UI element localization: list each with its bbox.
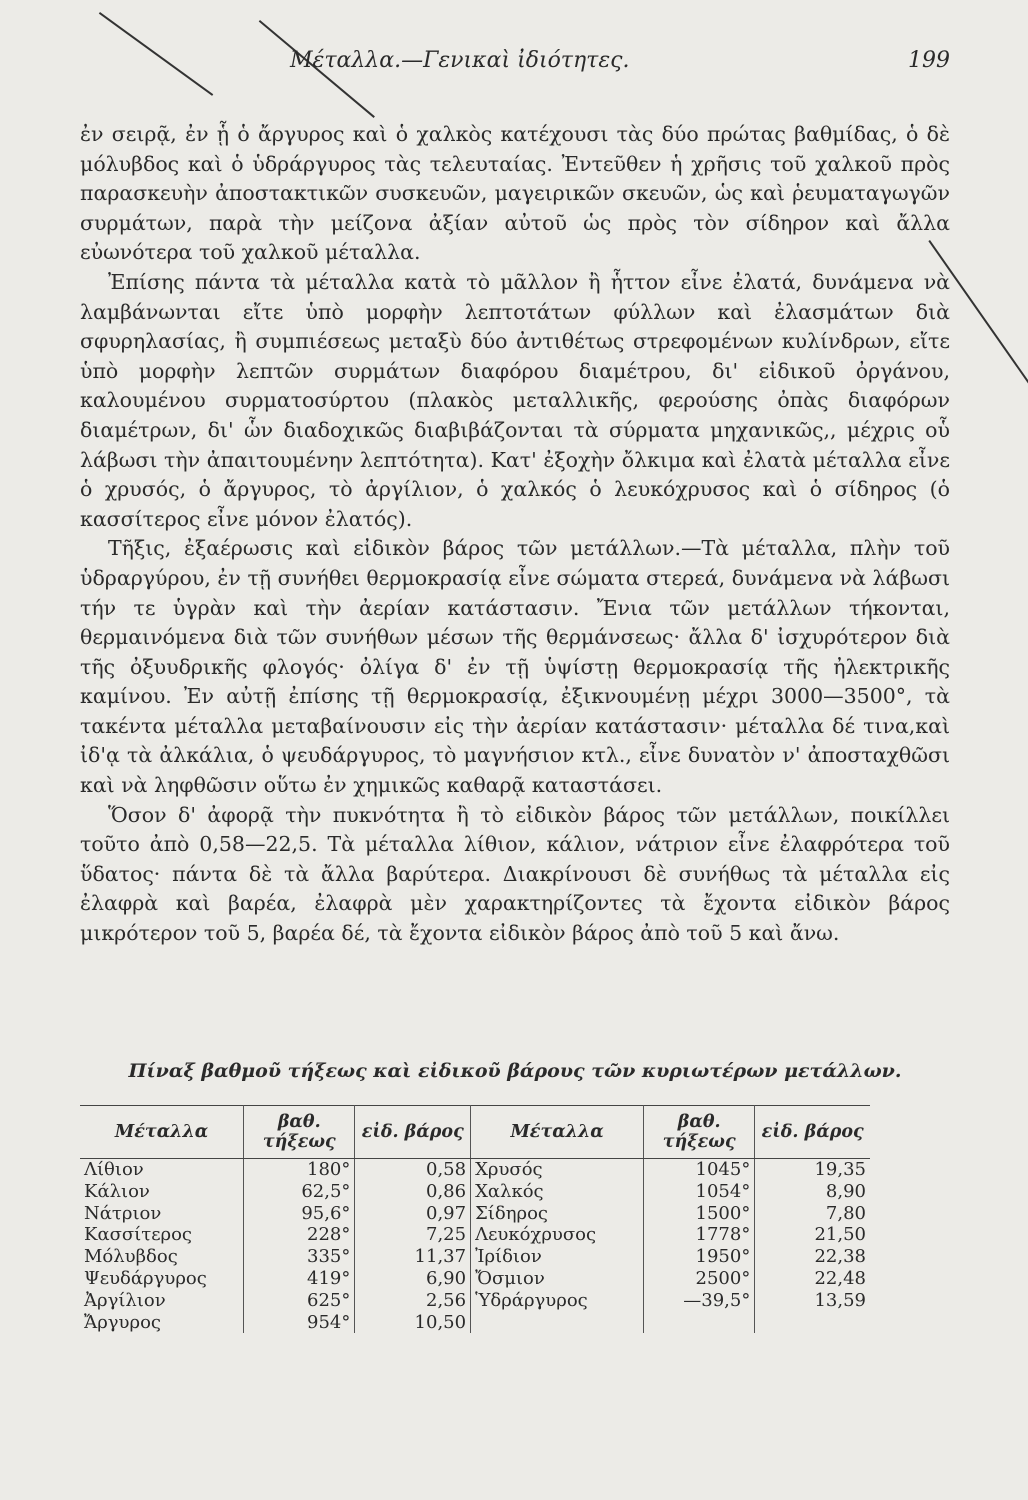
table-cell: Λίθιον [80,1159,244,1181]
table-row [80,1246,870,1268]
table-row [80,1290,870,1312]
metals-table [80,1105,870,1333]
table-cell: 0,86 [355,1181,471,1203]
table-cell: 180° [244,1159,355,1181]
table-cell: Μόλυβδος [80,1246,244,1268]
table-cell: 62,5° [244,1181,355,1203]
table-cell: 22,38 [814,1246,866,1268]
table-row [80,1268,870,1290]
table-cell: Κάλιον [80,1181,244,1203]
table-cell: Νάτριον [80,1203,244,1225]
table-cell: Ἰρίδιον [471,1246,644,1268]
paragraph: ἐν σειρᾷ, ἐν ᾗ ὁ ἄργυρος καὶ ὁ χαλκὸς κατέχουσι τὰς δύο πρώτας βαθμίδας, ὁ δὲ μόλυβδος καὶ ὁ ὑδράργυρος τὰς τελευταίας. Ἐντεῦθεν ἡ χρῆσις τοῦ χαλκοῦ πρὸς παρασκευὴν ἀποστακτικῶν συσκευῶν, μαγειρικῶν σκευῶν, ὡς καὶ ῥευματαγωγῶν συρμάτων, παρὰ τὴν μείζονα ἀξίαν αὐτοῦ ὡς πρὸς τὸν σίδηρον καὶ ἄλλα εὐωνότερα τοῦ χαλκοῦ μέταλλα. [80,122,950,265]
paragraph: Ὅσον δ' ἀφορᾷ τὴν πυκνότητα ἢ τὸ εἰδικὸν βάρος τῶν μετάλλων, ποικίλλει τοῦτο ἀπὸ 0,58—22,5. Τὰ μέταλλα λίθιον, κάλιον, νάτριον εἶνε ἐλαφρότερα τοῦ ὕδατος· πάντα δὲ τὰ ἄλλα βαρύτερα. Διακρίνουσι δὲ συνήθως τὰ μέταλλα εἰς ἐλαφρὰ καὶ βαρέα, ἐλαφρὰ μὲν χαρακτηρίζοντες τὰ ἔχοντα εἰδικὸν βάρος μικρότερον τοῦ 5, βαρέα δέ, τὰ ἔχοντα εἰδικὸν βάρος ἀπὸ τοῦ 5 καὶ ἄνω. [80,802,950,946]
table-cell: 2500° [644,1268,755,1290]
table-cell: Ἀργίλιον [80,1290,244,1312]
table-cell: 13,59 [814,1289,866,1311]
paragraph: Τῆξις, ἐξαέρωσις καὶ εἰδικὸν βάρος τῶν μετάλλων.—Τὰ μέταλλα, πλὴν τοῦ ὑδραργύρου, ἐν τῇ συνήθει θερμοκρασίᾳ εἶνε σώματα στερεά, δυνάμενα νὰ λάβωσι τήν τε ὑγρὰν καὶ τὴν ἀερίαν κατάστασιν. Ἔνια τῶν μετάλλων τήκονται, θερμαινόμενα διὰ τῶν συνήθων μέσων τῆς θερμάνσεως· ἄλλα δ' ἰσχυρότερον διὰ τῆς ὀξυυδρικῆς φλογός· ὀλίγα δ' ἐν τῇ ὑψίστῃ θερμοκρασίᾳ τῆς ἠλεκτρικῆς καμίνου. Ἐν αὐτῇ ἐπίσης τῇ θερμοκρασίᾳ, ἐξικνουμένῃ μέχρι 3000—3500°, τὰ τακέντα μέταλλα μεταβαίνουσιν εἰς τὴν ἀερίαν κατάστασιν· μέταλλα δέ τινα,καὶ ἰδ'ᾳ τὰ ἀλκάλια, ὁ ψευδάργυρος, τὸ μαγνήσιον κτλ., εἶνε δυνατὸν ν' ἀποσταχθῶσι καὶ νὰ ληφθῶσιν οὕτω ἐν χημικῶς καθαρᾷ καταστάσει. [80,536,950,798]
table-cell: 228° [244,1224,355,1246]
table-cell: 1778° [644,1224,755,1246]
table-cell: 22,48 [814,1267,866,1289]
table-cell: 1045° [644,1159,755,1181]
table-cell: Ἄργυρος [80,1312,244,1334]
table-header-row [80,1106,870,1159]
column-header: Μέταλλα [471,1106,644,1159]
column-header: βαθ. τήξεως [244,1106,355,1159]
table-cell: 21,50 [814,1224,866,1246]
table-cell [471,1312,644,1334]
table-cell: Λευκόχρυσος [471,1224,644,1246]
header-title: Μέταλλα.—Γενικαὶ ἰδιότητες. [290,48,630,73]
column-header: εἰδ. βάρος [755,1106,870,1159]
table-cell: 2,56 [355,1290,471,1312]
table-cell: Ὑδράργυρος [471,1290,644,1312]
table-cell: 10,50 [355,1312,471,1334]
paragraph: Ἐπίσης πάντα τὰ μέταλλα κατὰ τὸ μᾶλλον ἢ ἧττον εἶνε ἐλατά, δυνάμενα νὰ λαμβάνωνται εἴτε ὑπὸ μορφὴν λεπτοτάτων φύλλων καὶ ἐλασμάτων διὰ σφυρηλασίας, ἢ συμπιέσεως μεταξὺ δύο ἀντιθέτως στρεφομένων κυλίνδρων, εἴτε ὑπὸ μορφὴν λεπτῶν συρμάτων διαφόρου διαμέτρου, δι' εἰδικοῦ ὀργάνου, καλουμένου συρματοσύρτου (πλακὸς μεταλλικῆς, φερούσης ὀπὰς διαφόρων διαμέτρων, δι' ὧν διαδοχικῶς διαβιβάζονται τὰ σύρματα μηχανικῶς,, μέχρις οὗ λάβωσι τὴν ἀπαιτουμένην λεπτότητα). Κατ' ἐξοχὴν ὄλκιμα καὶ ἐλατὰ μέταλλα εἶνε ὁ χρυσός, ὁ ἄργυρος, τὸ ἀργίλιον, ὁ χαλκός ὁ λευκόχρυσος καὶ ὁ σίδηρος (ὁ κασσίτερος εἶνε μόνον ἐλατός). [80,269,950,531]
table-cell: Σίδηρος [471,1203,644,1225]
table-cell: 11,37 [355,1246,471,1268]
column-header: εἰδ. βάρος [355,1106,471,1159]
table-caption: Πίναξ βαθμοῦ τήξεως καὶ εἰδικοῦ βάρους τῶν κυριωτέρων μετάλλων. [128,1060,902,1082]
table-cell: 95,6° [244,1203,355,1225]
table-cell: 0,58 [355,1159,471,1181]
body-text [80,120,950,949]
table-cell: 7,80 [825,1202,866,1224]
table-cell: 7,25 [355,1224,471,1246]
table-cell: Ψευδάργυρος [80,1268,244,1290]
table-row [80,1159,870,1181]
table-cell: 1500° [644,1203,755,1225]
table-cell: 954° [244,1312,355,1334]
table-cell: 1950° [644,1246,755,1268]
column-header: Μέταλλα [80,1106,244,1159]
table-cell: 335° [244,1246,355,1268]
page-number: 199 [908,48,950,73]
running-header [80,48,950,80]
table-cell: Χαλκός [471,1181,644,1203]
table-cell: 8,90 [825,1180,866,1202]
table-row [80,1312,870,1334]
table-cell: 0,97 [355,1203,471,1225]
table-cell: 6,90 [355,1268,471,1290]
column-header: βαθ. τήξεως [644,1106,755,1159]
table-cell: Κασσίτερος [80,1224,244,1246]
table-cell: 19,35 [814,1159,866,1180]
table-row [80,1203,870,1225]
table-cell: Ὄσμιον [471,1268,644,1290]
table-cell: 625° [244,1290,355,1312]
table-row [80,1181,870,1203]
table-cell: —39,5° [644,1290,755,1312]
table-cell [755,1312,870,1334]
table-cell: 1054° [644,1181,755,1203]
table-cell: 419° [244,1268,355,1290]
table-row [80,1224,870,1246]
table-cell [644,1312,755,1334]
table-cell: Χρυσός [471,1159,644,1181]
